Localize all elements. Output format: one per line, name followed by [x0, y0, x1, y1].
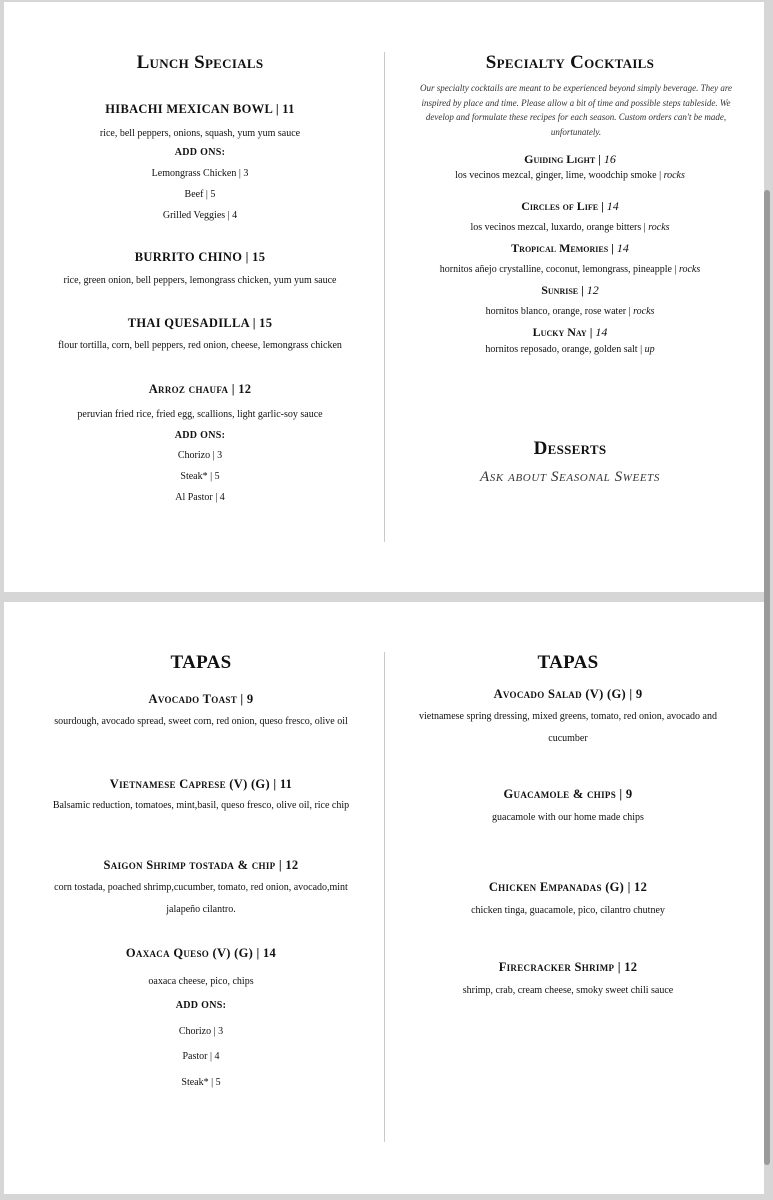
add-on-item: Al Pastor | 4 — [175, 492, 225, 503]
add-on-item: Chorizo | 3 — [177, 450, 223, 461]
menu-item-description: Balsamic reduction, tomatoes, mint,basil, queso fresco, olive oil, rice chip — [52, 800, 350, 811]
tapas-left-section — [44, 602, 358, 1194]
menu-item-name: Avocado Toast | 9 — [148, 692, 254, 706]
menu-item-description: vietnamese spring dressing, mixed greens, tomato, red onion, avocado and cucumber — [419, 711, 717, 744]
menu-item-description: rice, green onion, bell peppers, lemongrass chicken, yum yum sauce — [63, 275, 337, 286]
cocktail-description: los vecinos mezcal, ginger, lime, woodchip smoke | rocks — [455, 170, 685, 181]
tapas-title: TAPAS — [170, 652, 232, 673]
lunch-specials-title: Lunch Specials — [136, 52, 264, 73]
add-on-item: Pastor | 4 — [182, 1051, 220, 1062]
menu-item-name: BURRITO CHINO | 15 — [134, 250, 266, 264]
cocktail-description: hornitos añejo crystalline, coconut, lemongrass, pineapple | rocks — [439, 264, 701, 275]
menu-item-name: Vietnamese Caprese (V) (G) | 11 — [109, 777, 293, 791]
menu-item-description: peruvian fried rice, fried egg, scallions, light garlic-soy sauce — [77, 409, 323, 420]
cocktail-name: Lucky Nay | 14 — [532, 325, 608, 339]
menu-item-description: corn tostada, poached shrimp,cucumber, tomato, red onion, avocado,mint jalapeño cilantro. — [54, 882, 348, 915]
menu-item-description: sourdough, avocado spread, sweet corn, red onion, queso fresco, olive oil — [54, 716, 348, 727]
menu-item-description: oaxaca cheese, pico, chips — [148, 976, 254, 987]
specialty-cocktails-section — [396, 2, 744, 592]
menu-item-name: Chicken Empanadas (G) | 12 — [488, 880, 648, 894]
cocktail-name: Guiding Light | 16 — [524, 152, 616, 166]
add-on-item: Grilled Veggies | 4 — [162, 210, 238, 221]
menu-item-name: Saigon Shrimp tostada & chip | 12 — [103, 858, 299, 872]
menu-item-name: HIBACHI MEXICAN BOWL | 11 — [105, 102, 295, 116]
menu-item-name: Arroz chaufa | 12 — [148, 382, 252, 396]
lunch-specials-section — [22, 2, 378, 592]
cocktails-intro-text: Our specialty cocktails are meant to be experienced beyond simply beverage. They are inspired by place and time. Please allow a bit of time and possible steps tableside. We develop and formulate these recipes for each season. Custom orders can't be made, unfortunately. — [420, 83, 732, 137]
menu-page-1 — [4, 2, 764, 592]
cocktail-name: Tropical Memories | 14 — [511, 241, 629, 255]
cocktail-description: hornitos blanco, orange, rose water | rocks — [485, 306, 655, 317]
add-on-item: Steak* | 5 — [180, 471, 220, 482]
menu-item-name: Oaxaca Queso (V) (G) | 14 — [125, 946, 277, 960]
desserts-subtitle: Ask about Seasonal Sweets — [480, 469, 660, 485]
menu-item-description: rice, bell peppers, onions, squash, yum yum sauce — [99, 128, 301, 139]
add-on-item: Beef | 5 — [184, 189, 216, 200]
add-ons-label: ADD ONS: — [174, 430, 226, 441]
cocktail-description: hornitos reposado, orange, golden salt | up — [485, 344, 655, 355]
column-divider — [384, 652, 385, 1142]
specialty-cocktails-title: Specialty Cocktails — [485, 52, 655, 73]
add-on-item: Steak* | 5 — [181, 1077, 221, 1088]
add-ons-label: ADD ONS: — [175, 1000, 227, 1011]
add-on-item: Lemongrass Chicken | 3 — [151, 168, 249, 179]
menu-item-name: THAI QUESADILLA | 15 — [127, 316, 273, 330]
tapas-title: TAPAS — [537, 652, 599, 673]
add-ons-label: ADD ONS: — [174, 147, 226, 158]
menu-item-description: chicken tinga, guacamole, pico, cilantro chutney — [471, 905, 665, 916]
add-on-item: Chorizo | 3 — [178, 1026, 224, 1037]
menu-item-name: Firecracker Shrimp | 12 — [498, 960, 638, 974]
menu-item-description: guacamole with our home made chips — [492, 812, 644, 823]
menu-item-description: flour tortilla, corn, bell peppers, red onion, cheese, lemongrass chicken — [58, 340, 342, 351]
cocktail-name: Circles of Life | 14 — [521, 199, 619, 213]
menu-item-description: shrimp, crab, cream cheese, smoky sweet chili sauce — [462, 985, 674, 996]
menu-item-name: Avocado Salad (V) (G) | 9 — [493, 687, 643, 701]
cocktail-name: Sunrise | 12 — [541, 283, 599, 297]
menu-page-2 — [4, 602, 764, 1194]
cocktail-description: los vecinos mezcal, luxardo, orange bitters | rocks — [470, 222, 670, 233]
tapas-right-section — [408, 602, 728, 1194]
menu-item-name: Guacamole & chips | 9 — [503, 787, 633, 801]
column-divider — [384, 52, 385, 542]
vertical-scrollbar[interactable] — [764, 190, 770, 1165]
desserts-title: Desserts — [533, 438, 607, 459]
